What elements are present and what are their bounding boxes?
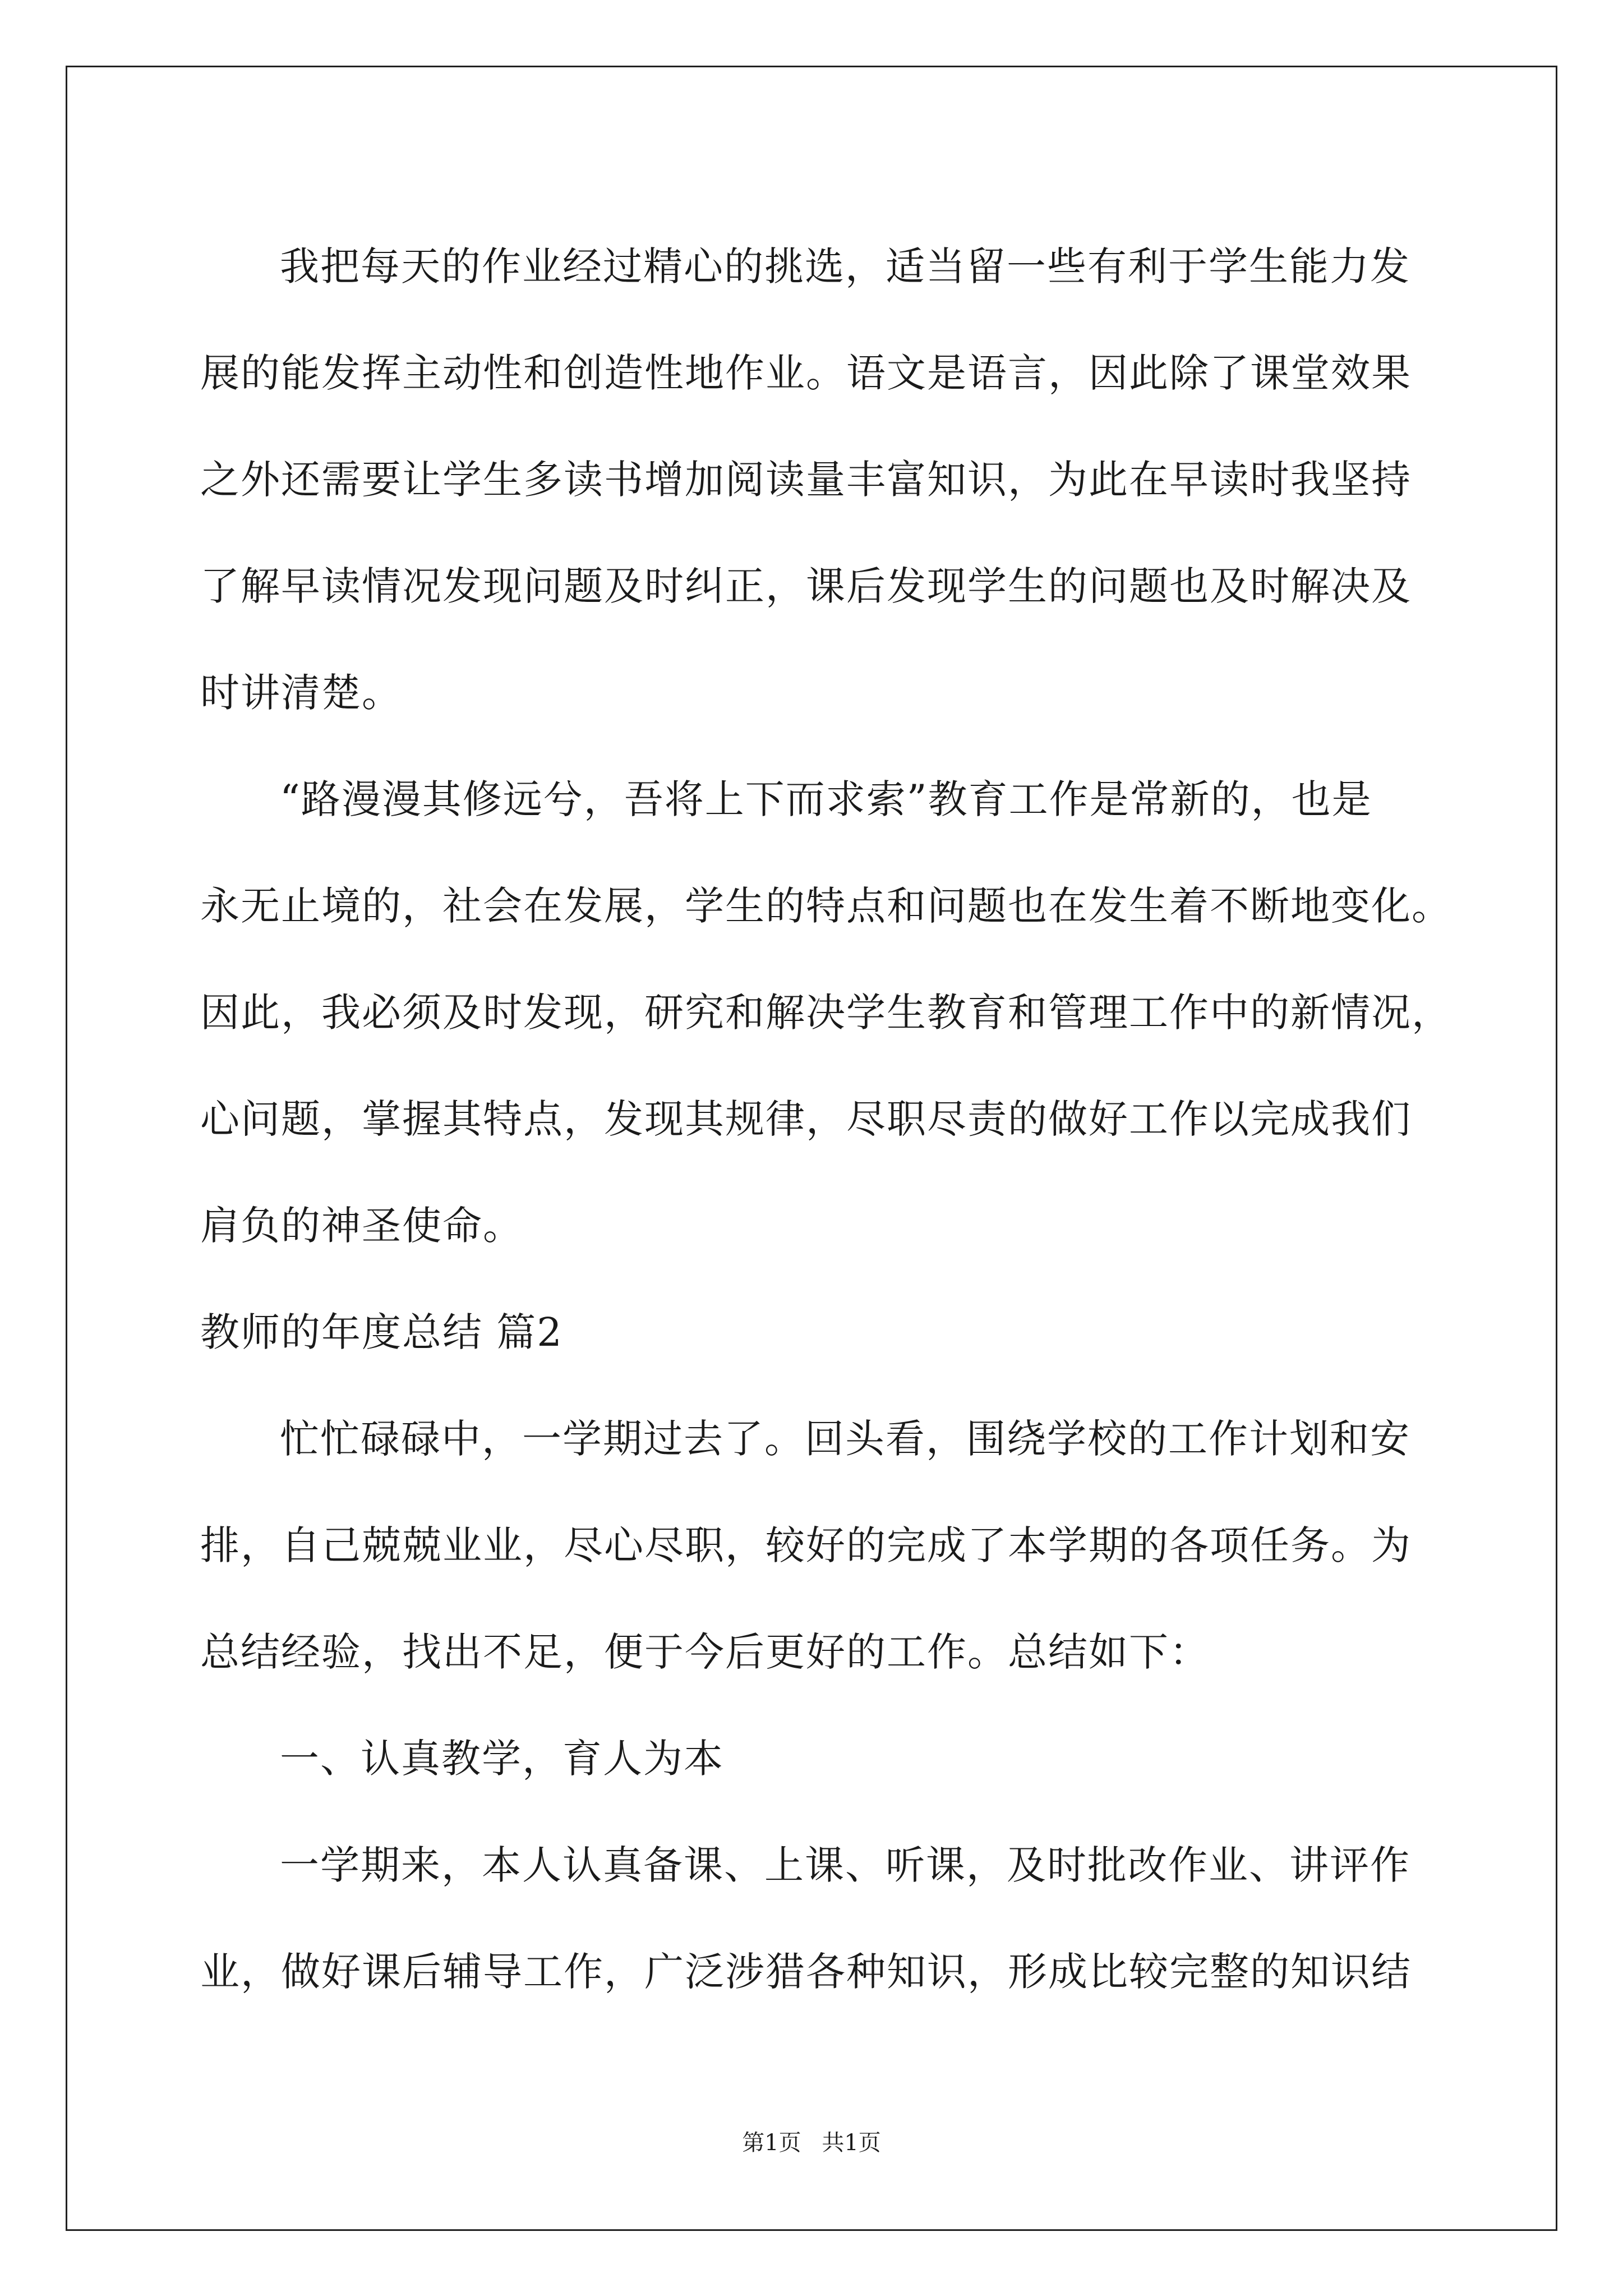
text-line: 总结经验，找出不足，便于今后更好的工作。总结如下：	[200, 1629, 1210, 1675]
text-line: 展的能发挥主动性和创造性地作业。语文是语言，因此除了课堂效果	[200, 350, 1412, 396]
text-line: 了解早读情况发现问题及时纠正，课后发现学生的问题也及时解决及	[200, 563, 1412, 609]
page-current: 第1页	[742, 2130, 801, 2156]
section-heading	[200, 1279, 1423, 1386]
subheading	[200, 1705, 1423, 1812]
paragraph-2	[200, 746, 1452, 1279]
paragraph-4	[200, 1812, 1423, 2025]
page-footer	[0, 2129, 1623, 2157]
text-line: 业，做好课后辅导工作，广泛涉猎各种知识，形成比较完整的知识结	[200, 1949, 1412, 1995]
text-line: 时讲清楚。	[200, 670, 402, 716]
text-line: 忙忙碌碌中，一学期过去了。回头看，围绕学校的工作计划和安	[280, 1416, 1410, 1462]
heading-line: 教师的年度总结 篇2	[200, 1309, 563, 1355]
text-line: “路漫漫其修远兮，吾将上下而求索”教育工作是常新的，也是	[280, 776, 1372, 822]
text-line: 我把每天的作业经过精心的挑选，适当留一些有利于学生能力发	[280, 243, 1410, 289]
text-line: 一学期来，本人认真备课、上课、听课，及时批改作业、讲评作	[280, 1842, 1410, 1888]
text-line: 排，自己兢兢业业，尽心尽职，较好的完成了本学期的各项任务。为	[200, 1522, 1412, 1568]
subheading-line: 一、认真教学，育人为本	[280, 1736, 724, 1782]
text-line: 永无止境的，社会在发展，学生的特点和问题也在发生着不断地变化。	[200, 883, 1452, 929]
text-line: 肩负的神圣使命。	[200, 1203, 523, 1249]
document-body	[200, 213, 1452, 2025]
page-total: 共1页	[822, 2130, 881, 2156]
paragraph-1	[200, 213, 1423, 746]
paragraph-3	[200, 1386, 1423, 1705]
text-line: 因此，我必须及时发现，研究和解决学生教育和管理工作中的新情况，	[200, 990, 1452, 1036]
text-line: 心问题，掌握其特点，发现其规律，尽职尽责的做好工作以完成我们	[200, 1096, 1412, 1142]
text-line: 之外还需要让学生多读书增加阅读量丰富知识，为此在早读时我坚持	[200, 457, 1412, 503]
